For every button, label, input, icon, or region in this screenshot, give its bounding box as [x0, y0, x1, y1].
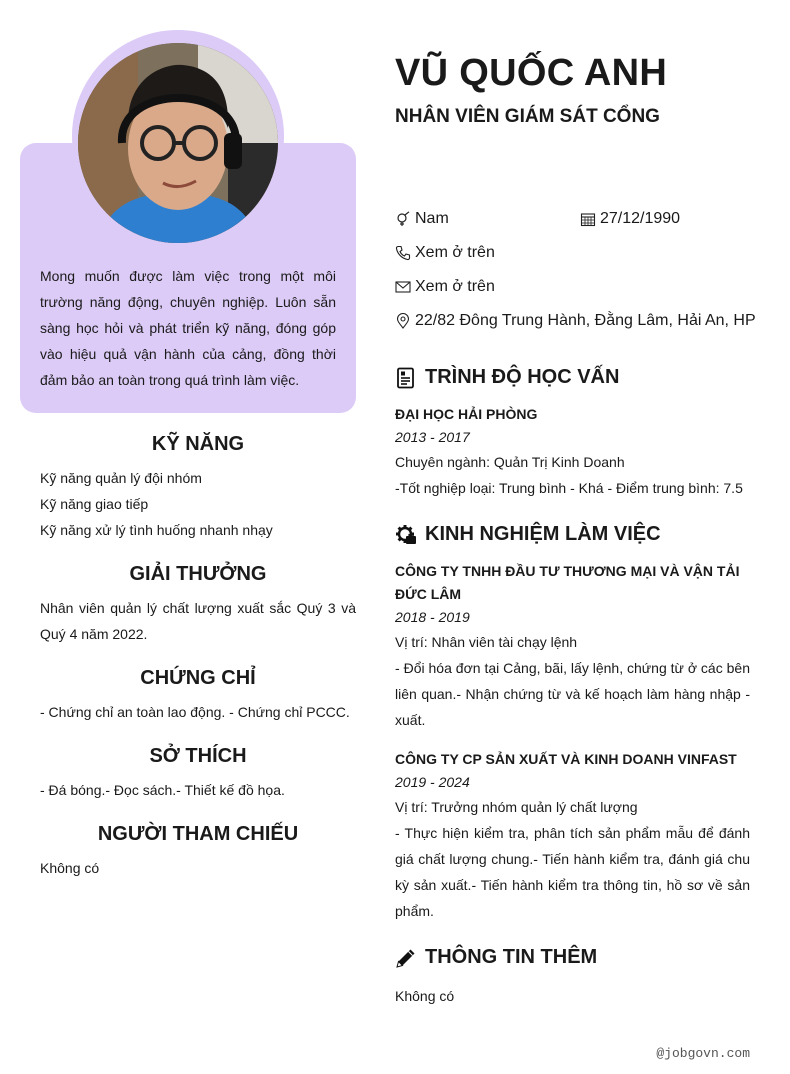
gender-row [395, 210, 449, 228]
birthday-value: 27/12/1990 [600, 210, 681, 227]
phone-row [395, 244, 495, 262]
hobbies-text: - Đá bóng.- Đọc sách.- Thiết kế đồ họa. [40, 782, 285, 798]
gear-briefcase-icon [395, 524, 417, 546]
skills-title: KỸ NĂNG [151, 433, 245, 455]
education-title: TRÌNH ĐỘ HỌC VẤN [425, 366, 620, 388]
birthday-row [580, 210, 680, 228]
career-objective: Mong muốn được làm việc trong một môi trường năng động, chuyên nghiệp. Luôn sẵn sàng học hỏi và phát triển kỹ năng, đóng góp vào hiệu quả vận hành của cảng, đồng thời đảm bảo an toàn trong quá trình làm việc. [40, 268, 336, 388]
references-title: NGƯỜI THAM CHIẾU [97, 823, 299, 845]
school-name: ĐẠI HỌC HẢI PHÒNG [395, 406, 538, 422]
hobbies-title: SỞ THÍCH [149, 745, 247, 767]
calendar-icon [580, 211, 596, 227]
phone-icon [395, 245, 411, 261]
additional-info-text: Không có [395, 988, 455, 1004]
experience-title: KINH NGHIỆM LÀM VIỆC [425, 523, 661, 545]
job-position: Vị trí: Trưởng nhóm quản lý chất lượng [395, 799, 638, 815]
job-period: 2019 - 2024 [395, 774, 470, 790]
job-description: - Thực hiện kiểm tra, phân tích sản phẩm mẫu để đánh giá chất lượng chung.- Tiến hành kiểm tra, đánh giá chu kỳ sản xuất.- Tiến hành kiểm tra thông tin, hồ sơ về sản phẩm. [395, 825, 750, 919]
company-name: CÔNG TY CP SẢN XUẤT VÀ KINH DOANH VINFAST [395, 751, 737, 767]
skill-item: Kỹ năng quản lý đội nhóm [40, 470, 202, 486]
education-period: 2013 - 2017 [395, 429, 470, 445]
gender-icon [395, 211, 411, 227]
skill-item: Kỹ năng xử lý tình huống nhanh nhạy [40, 522, 273, 538]
gender-value: Nam [415, 210, 449, 227]
location-pin-icon [395, 313, 411, 329]
mail-icon [395, 279, 411, 295]
job-position: Vị trí: Nhân viên tài chạy lệnh [395, 634, 578, 650]
address-value: 22/82 Đông Trung Hành, Đằng Lâm, Hải An, HP [415, 312, 756, 329]
skill-item: Kỹ năng giao tiếp [40, 496, 149, 512]
address-row [395, 312, 756, 330]
education-heading [395, 366, 619, 389]
awards-text: Nhân viên quản lý chất lượng xuất sắc Quý 3 và Quý 4 năm 2022. [40, 600, 356, 642]
awards-title: GIẢI THƯỞNG [129, 563, 267, 585]
references-text: Không có [40, 860, 100, 876]
email-row [395, 278, 495, 296]
experience-heading [395, 523, 661, 546]
additional-info-heading [395, 946, 597, 969]
email-value: Xem ở trên [415, 278, 495, 295]
additional-info-title: THÔNG TIN THÊM [425, 946, 598, 968]
certificates-text: - Chứng chỉ an toàn lao động. - Chứng chỉ PCCC. [40, 704, 350, 720]
watermark: @jobgovn.com [656, 1046, 750, 1061]
right-column [395, 0, 755, 1074]
phone-value: Xem ở trên [415, 244, 495, 261]
job-description: - Đổi hóa đơn tại Cảng, bãi, lấy lệnh, chứng từ ở các bên liên quan.- Nhận chứng từ và kế hoạch làm hàng nhập - xuất. [395, 660, 750, 728]
company-name: CÔNG TY TNHH ĐẦU TƯ THƯƠNG MẠI VÀ VẬN TẢI ĐỨC LÂM [395, 563, 740, 602]
education-major: Chuyên ngành: Quản Trị Kinh Doanh [395, 454, 625, 470]
certificates-title: CHỨNG CHỈ [140, 667, 256, 689]
job-period: 2018 - 2019 [395, 609, 470, 625]
skills-list [40, 465, 356, 543]
avatar [78, 43, 278, 243]
full-name: VŨ QUỐC ANH [395, 52, 668, 94]
left-column [0, 0, 376, 1074]
pencil-icon [395, 947, 417, 969]
education-grade: -Tốt nghiệp loại: Trung bình - Khá - Điểm trung bình: 7.5 [395, 480, 743, 496]
document-icon [395, 367, 417, 389]
job-title: NHÂN VIÊN GIÁM SÁT CỔNG [395, 106, 660, 127]
avatar-illustration [78, 43, 278, 243]
